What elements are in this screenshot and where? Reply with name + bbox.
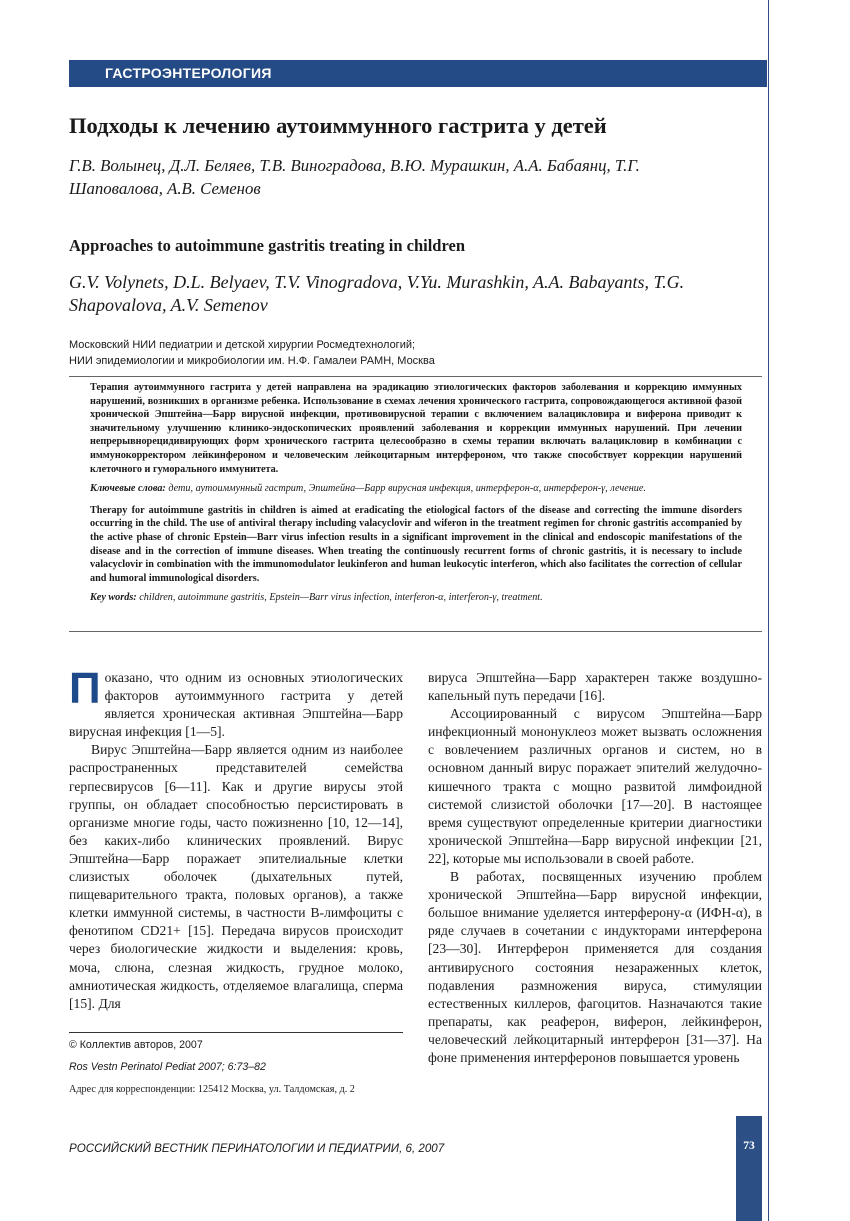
keywords-ru xyxy=(90,482,742,496)
keywords-en xyxy=(90,591,742,605)
page-number-box xyxy=(736,1116,762,1221)
margin-rule xyxy=(768,0,769,1221)
abstract-en: Therapy for autoimmune gastritis in children is aimed at eradicating the etiological factors of the disease and correcting the immune disorders occurring in the child. The use of antiviral therapy including valacyclovir and wiferon in the treatment regimen for chronic gastritis accompanied by the active phase of chronic Epstein—Barr virus infection results in a significant improvement in the clinical and endoscopic manifestations of the disease and in the correction of immune diseases. When treating the continuously recurrent forms of chronic gastritis, it is necessary to include valacyclovir in combination with the immunomodulator leukinferon and human leukocytic interferon, which also facilitates the correction of cellular and humoral immunological disorders. xyxy=(90,504,742,584)
body-paragraph: Ассоциированный с вирусом Эпштейна—Барр инфекционный мононуклеоз может вызвать осложнения с вовлечением различных органов и систем, но в основном данный вирус поражает эпителий желудочно-кишечного тракта с мощно развитой лимфоидной системой слизистой оболочки [17—20]. В настоящее время существуют определенные критерии диагностики хронической Эпштейна—Барр вирусной инфекции [21, 22], которые мы использовали в своей работе. xyxy=(428,706,762,866)
keywords-ru-text: дети, аутоиммунный гастрит, Эпштейна—Барр вирусная инфекция, интерферон-α, интерферон-γ, лечение. xyxy=(168,483,646,495)
abstract-ru: Терапия аутоиммунного гастрита у детей направлена на эрадикацию этиологических факторов заболевания и коррекцию иммунных нарушений, возникших в организме ребенка. Использование в схемах лечения хронического гастрита, сопровождающегося активной фазой хронической Эпштейна—Барр вирусной инфекции, противовирусной терапии с включением валацикловира и виферона приводит к значительному улучшению клинико-эндоскопических проявлений заболевания и коррекции иммунных нарушений. При лечении непрерывнорецидивирующих форм хронического гастрита целесообразно в схемы терапии включать валацикловир в комбинации с иммунокорректором лейкинфероном и человеческим лейкоцитарным интерфероном, что также способствует коррекции нарушений клеточного и гуморального иммунитета. xyxy=(90,382,742,475)
footnote-citation: Ros Vestn Perinatol Pediat 2007; 6:73–82 xyxy=(69,1061,266,1073)
body-text: оказано, что одним из основных этиологических факторов аутоиммунного гастрита у детей является хроническая активная Эпштейна—Барр вирусная инфекция [1—5]. xyxy=(69,670,403,740)
abstract-bottom-rule xyxy=(69,631,762,632)
abstract-block xyxy=(90,381,742,605)
affiliation-line-1: Московский НИИ педиатрии и детской хирургии Росмедтехнологий; xyxy=(69,339,416,351)
footnote-address: Адрес для корреспонденции: 125412 Москва, ул. Талдомская, д. 2 xyxy=(69,1084,355,1095)
body-paragraph: В работах, посвященных изучению проблем хронической Эпштейна—Барр вирусной инфекции, большое внимание уделяется интерферону-α (ИФН-α), в ряде случаев в сочетании с индукторами интерферона [23—30]. Интерферон применяется для создания антивирусного состояния незараженных клеток, подавления размножения вируса, стимуляции естественных киллеров, фагоцитов. Назначаются такие препараты, как реаферон, виферон, лейкинферон, человеческий лейкоцитарный интерферон [31—37]. На фоне применения интерферонов повышается уровень xyxy=(428,869,762,1065)
section-header xyxy=(69,60,767,87)
affiliation-line-2: НИИ эпидемиологии и микробиологии им. Н.Ф. Гамалеи РАМН, Москва xyxy=(69,354,435,367)
body-paragraph: вируса Эпштейна—Барр характерен также воздушно-капельный путь передачи [16]. xyxy=(428,670,762,704)
footnote-rule xyxy=(69,1032,403,1033)
page-number: 73 xyxy=(743,1140,755,1152)
footnote-copyright: © Коллектив авторов, 2007 xyxy=(69,1039,203,1051)
affiliation xyxy=(69,338,709,369)
drop-cap: П xyxy=(69,664,101,713)
keywords-ru-label: Ключевые слова: xyxy=(90,483,166,495)
body-paragraph: Вирус Эпштейна—Барр является одним из наиболее распространенных представителей семейства герпесвирусов [6—11]. Как и другие вирусы этой группы, он обладает способностью персистировать в организме многие годы, часто пожизненно [10, 12—14], без каких-либо клинических проявлений. Вирус Эпштейна—Барр поражает эпителиальные клетки слизистых оболочек (дыхательных путей, пищеварительного тракта, половых органов), а также клетки иммунной системы, в частности В-лимфоциты с фенотипом CD21+ [15]. Передача вирусов происходит через биологические жидкости и выделения: кровь, моча, слюна, слезная жидкость, грудное молоко, амниотическая жидкость, отделяемое влагалища, сперма [15]. Для xyxy=(69,742,403,1011)
body-column-right xyxy=(428,669,762,1067)
article-title-en: Approaches to autoimmune gastritis treating in children xyxy=(69,236,466,255)
authors-en: G.V. Volynets, D.L. Belyaev, T.V. Vinogradova, V.Yu. Murashkin, A.A. Babayants, T.G. Shapovalova, A.V. Semenov xyxy=(69,272,685,315)
section-label: ГАСТРОЭНТЕРОЛОГИЯ xyxy=(105,65,272,81)
journal-footer: РОССИЙСКИЙ ВЕСТНИК ПЕРИНАТОЛОГИИ И ПЕДИАТРИИ, 6, 2007 xyxy=(69,1142,445,1155)
authors-ru: Г.В. Волынец, Д.Л. Беляев, Т.В. Виноградова, В.Ю. Мурашкин, А.А. Бабаянц, Т.Г. Шаповалова, А.В. Семенов xyxy=(69,156,640,198)
keywords-en-text: children, autoimmune gastritis, Epstein—Barr virus infection, interferon-α, interferon-γ, treatment. xyxy=(139,592,543,604)
abstract-top-rule xyxy=(69,376,762,377)
body-column-left xyxy=(69,664,403,1013)
body-paragraph xyxy=(69,664,403,741)
article-title-ru: Подходы к лечению аутоиммунного гастрита у детей xyxy=(69,113,607,138)
keywords-en-label: Key words: xyxy=(90,592,137,604)
